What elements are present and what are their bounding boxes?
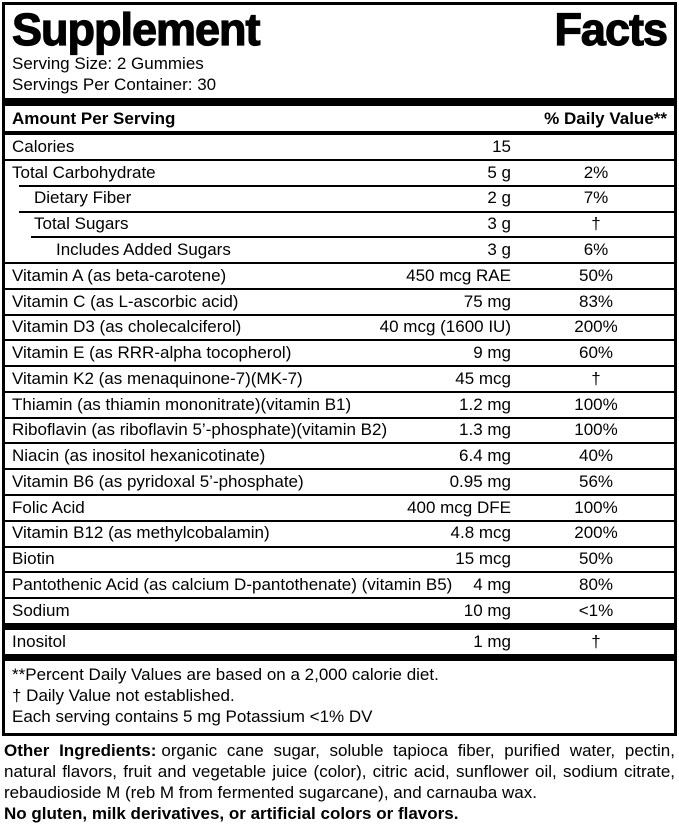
- other-ingredients-text: organic cane sugar, soluble tapioca fiber, purified water, pectin, natural flavors, fruit and vegetable juice (color), citric acid, sunflower oil, sodium citrate, rebaudioside M (reb M from fermented sugarcane), and carnauba wax.: [4, 740, 675, 802]
- nutrient-name: Inositol: [12, 631, 66, 651]
- nutrient-name: Vitamin K2 (as menaquinone-7)(MK-7): [12, 368, 303, 388]
- nutrient-daily-value: †: [591, 631, 601, 651]
- daily-value-header: % Daily Value**: [544, 109, 667, 129]
- table-row: [5, 419, 674, 443]
- nutrient-amount: 45 mcg: [455, 368, 511, 388]
- nutrient-amount: 1 mg: [473, 631, 511, 651]
- table-row: [5, 264, 674, 288]
- nutrient-daily-value: 200%: [574, 317, 618, 337]
- nutrient-name: Thiamin (as thiamin mononitrate)(vitamin B1): [12, 394, 352, 414]
- nutrient-name: Niacin (as inositol hexanicotinate): [12, 446, 266, 466]
- table-row: [5, 599, 674, 623]
- nutrient-daily-value: 7%: [583, 188, 609, 208]
- nutrient-name: Vitamin B12 (as methylcobalamin): [12, 523, 270, 543]
- nutrient-name: Dietary Fiber: [34, 188, 132, 208]
- table-row: [5, 548, 674, 572]
- nutrient-amount: 10 mg: [463, 600, 511, 620]
- nutrient-name: Riboflavin (as riboflavin 5’-phosphate)(vitamin B2): [12, 420, 388, 440]
- nutrient-name: Vitamin C (as L-ascorbic acid): [12, 291, 239, 311]
- secondary-nutrient-table: [5, 630, 674, 654]
- nutrient-daily-value: 56%: [578, 471, 614, 491]
- allergen-statement: No gluten, milk derivatives, or artificial colors or flavors.: [4, 804, 459, 824]
- table-row: [5, 290, 674, 314]
- nutrient-daily-value: †: [591, 214, 601, 234]
- nutrient-daily-value: 100%: [574, 497, 618, 517]
- nutrient-name: Vitamin E (as RRR-alpha tocopherol): [12, 343, 292, 363]
- nutrient-daily-value: 200%: [574, 523, 618, 543]
- nutrient-table: [5, 135, 674, 623]
- table-row: [5, 367, 674, 391]
- nutrient-amount: 1.2 mg: [459, 394, 511, 414]
- table-row: [5, 630, 674, 654]
- nutrient-name: Vitamin B6 (as pyridoxal 5’-phosphate): [12, 471, 304, 491]
- nutrient-name: Sodium: [12, 600, 70, 620]
- nutrient-daily-value: †: [591, 368, 601, 388]
- supplement-label: [0, 2, 679, 824]
- nutrient-amount: 40 mcg (1600 IU): [379, 317, 511, 337]
- thick-divider-middle: [5, 623, 674, 630]
- nutrient-name: Vitamin D3 (as cholecalciferol): [12, 317, 242, 337]
- thick-divider-bottom: [5, 654, 674, 661]
- nutrient-amount: 0.95 mg: [449, 471, 511, 491]
- nutrient-daily-value: 50%: [578, 265, 614, 285]
- table-row: [5, 238, 674, 262]
- nutrient-daily-value: 100%: [574, 420, 618, 440]
- nutrient-amount: 15: [492, 136, 511, 156]
- nutrient-amount: 4.8 mcg: [450, 523, 511, 543]
- other-ingredients-label: Other Ingredients:: [4, 740, 157, 760]
- nutrient-daily-value: 40%: [578, 446, 614, 466]
- footnote: **Percent Daily Values are based on a 2,000 calorie diet.: [12, 664, 439, 684]
- table-row: [5, 341, 674, 365]
- nutrient-amount: 4 mg: [473, 574, 511, 594]
- table-row: [5, 393, 674, 417]
- table-row: [5, 161, 674, 185]
- table-row: [5, 444, 674, 468]
- other-ingredients-section: [0, 736, 679, 824]
- table-header: [5, 106, 674, 131]
- nutrient-daily-value: <1%: [578, 600, 614, 620]
- nutrient-amount: 9 mg: [473, 343, 511, 363]
- nutrient-daily-value: 80%: [578, 574, 614, 594]
- nutrient-name: Total Carbohydrate: [12, 162, 156, 182]
- nutrient-name: Includes Added Sugars: [56, 240, 231, 260]
- supplement-facts-panel: [2, 2, 677, 736]
- nutrient-name: Total Sugars: [34, 214, 129, 234]
- serving-size: Serving Size: 2 Gummies: [12, 53, 204, 73]
- servings-per-container: Servings Per Container: 30: [12, 74, 217, 94]
- nutrient-amount: 75 mg: [463, 291, 511, 311]
- footnote: † Daily Value not established.: [12, 685, 235, 705]
- panel-title: Supplement Facts: [12, 4, 667, 55]
- thick-divider-top: [5, 98, 674, 106]
- other-ingredients: [4, 740, 675, 803]
- table-row: [5, 135, 674, 159]
- table-row: [5, 470, 674, 494]
- table-row: [5, 522, 674, 546]
- nutrient-daily-value: 6%: [583, 240, 609, 260]
- table-row: [5, 213, 674, 237]
- nutrient-daily-value: 2%: [583, 162, 609, 182]
- nutrient-daily-value: 100%: [574, 394, 618, 414]
- nutrient-name: Biotin: [12, 549, 55, 569]
- nutrient-amount: 2 g: [487, 188, 511, 208]
- nutrient-name: Vitamin A (as beta-carotene): [12, 265, 227, 285]
- nutrient-daily-value: 83%: [578, 291, 614, 311]
- nutrient-amount: 5 g: [487, 162, 511, 182]
- nutrient-amount: 1.3 mg: [459, 420, 511, 440]
- table-row: [5, 316, 674, 340]
- footnotes: [5, 661, 674, 733]
- table-row: [5, 187, 674, 211]
- nutrient-name: Pantothenic Acid (as calcium D-pantothenate) (vitamin B5): [12, 574, 453, 594]
- footnote: Each serving contains 5 mg Potassium <1% DV: [12, 706, 373, 726]
- nutrient-daily-value: 60%: [578, 343, 614, 363]
- nutrient-amount: 6.4 mg: [459, 446, 511, 466]
- nutrient-amount: 3 g: [487, 240, 511, 260]
- amount-per-serving-header: Amount Per Serving: [12, 109, 176, 129]
- table-row: [5, 496, 674, 520]
- nutrient-daily-value: 50%: [578, 549, 614, 569]
- nutrient-amount: 3 g: [487, 214, 511, 234]
- nutrient-name: Calories: [12, 136, 75, 156]
- nutrient-amount: 15 mcg: [455, 549, 511, 569]
- nutrient-amount: 400 mcg DFE: [407, 497, 511, 517]
- nutrient-name: Folic Acid: [12, 497, 85, 517]
- nutrient-amount: 450 mcg RAE: [406, 265, 511, 285]
- table-row: [5, 573, 674, 597]
